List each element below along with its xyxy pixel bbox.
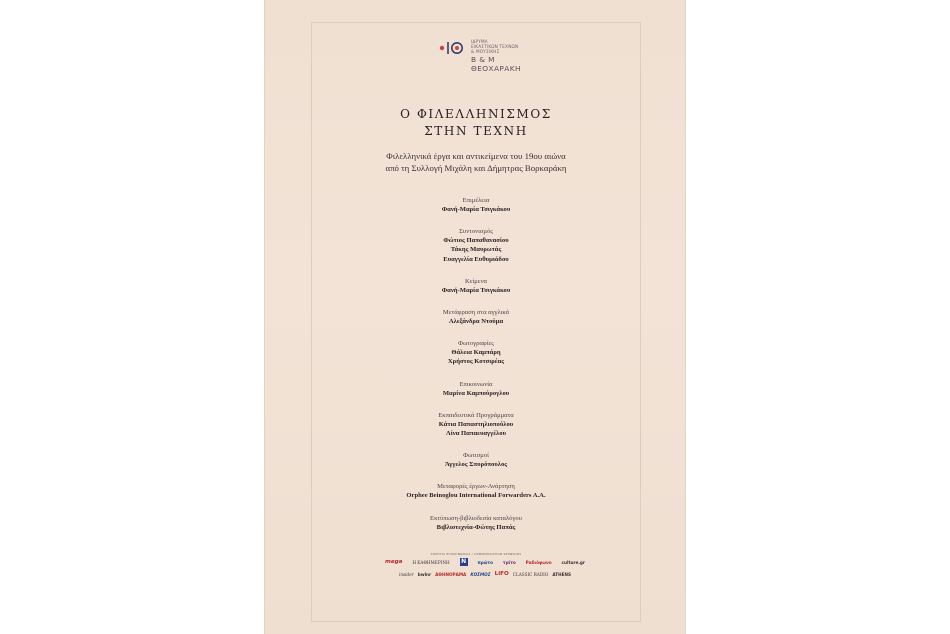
credit-role: Συντονισμός <box>459 228 493 236</box>
logo-small-line: & ΜΟΥΣΙΚΗΣ <box>471 49 500 54</box>
credit-name: Orphee Beinoglou International Forwarders A.A. <box>406 492 546 500</box>
credit-name: Λίνα Παπαευαγγέλου <box>445 430 506 438</box>
exhibition-title <box>265 106 686 140</box>
credit-role: Μετάφραση στα αγγλικά <box>442 309 510 317</box>
credit-name: Μαρίνα Καμπούρογλου <box>442 389 510 397</box>
exhibition-poster <box>264 0 686 634</box>
credit-role: Κείμενα <box>464 277 488 285</box>
exhibition-subtitle <box>265 150 686 174</box>
sponsor-logo: πρώτο <box>477 559 493 565</box>
sponsor-logo: insider <box>399 571 414 577</box>
credit-role: Εκπαιδευτικά Προγράμματα <box>438 411 514 419</box>
sponsor-logo: Η ΚΑΘΗΜΕΡΙΝΗ <box>412 559 450 565</box>
credit-group <box>265 411 686 438</box>
credit-group <box>265 482 686 500</box>
title-line: ΣΤΗΝ ΤΕΧΝΗ <box>424 124 528 138</box>
subtitle-line: Φιλελληνικά έργα και αντικείμενα του 19ου αιώνα <box>386 151 566 161</box>
sponsor-logo: CLASSIC RADIO <box>512 571 549 577</box>
credit-name: Θάλεια Καμπάρη <box>451 349 501 357</box>
sponsor-logos-row-1 <box>385 558 585 566</box>
credits-list <box>265 196 686 545</box>
credit-name: Ευαγγελία Ευθυμιάδου <box>443 255 509 263</box>
credit-role: Εκτύπωση-βιβλιοδεσία καταλόγου <box>430 514 522 522</box>
logo-small-line: ΕΙΚΑΣΤΙΚΩΝ ΤΕΧΝΩΝ <box>471 44 519 49</box>
credit-name: Κάτια Παπαστηλιοπούλου <box>438 420 514 428</box>
credit-group <box>265 196 686 214</box>
subtitle-line: από τη Συλλογή Μιχάλη και Δήμητρας Βορκαράκη <box>385 163 567 173</box>
logo-name-line: Β & Μ <box>471 55 495 64</box>
credit-name: Αλεξάνδρα Ντούμα <box>448 318 504 326</box>
sponsor-logo: N <box>461 558 467 565</box>
credit-group <box>265 308 686 326</box>
sponsor-logo: τρίτο <box>502 559 516 565</box>
credit-role: Επιμέλεια <box>462 197 490 204</box>
title-line: Ο ΦΙΛΕΛΛΗΝΙΣΜΟΣ <box>400 107 552 121</box>
foundation-logo-mark-icon <box>437 40 469 56</box>
credit-role: Φωτογραφίες <box>458 340 494 348</box>
sponsor-logo: ΑΘΗΝΟΡΑΜΑ <box>435 571 467 577</box>
sponsor-logo: Ραδιόφωνο <box>525 559 552 565</box>
logo-small-text <box>471 39 518 54</box>
sponsor-logo: ΚΟΣΜΟΣ <box>470 571 491 577</box>
credit-name: Φανή-Μαρία Τσιγκάκου <box>441 206 511 213</box>
logo-name-text <box>471 55 521 73</box>
credit-group <box>265 380 686 398</box>
credit-name: Τάκης Μαυρωτάς <box>450 246 502 254</box>
credit-group <box>265 277 686 295</box>
sponsor-logo: LiFO <box>494 571 509 577</box>
credit-role: Επικοινωνία <box>459 380 493 388</box>
foundation-logo <box>437 38 547 78</box>
logo-small-line: ΙΔΡΥΜΑ <box>471 39 488 44</box>
logo-name-line: ΘΕΟΧΑΡΑΚΗ <box>471 64 521 73</box>
credit-group <box>265 514 686 532</box>
credit-role: Φωτισμοί <box>463 452 489 460</box>
credit-role: Μεταφορές έργων-Ανάρτηση <box>437 483 515 491</box>
sponsor-logo: mega <box>385 559 403 565</box>
credit-group <box>265 227 686 264</box>
credit-group <box>265 339 686 366</box>
sponsor-logo: culture.gr <box>561 559 585 565</box>
credit-name: Βιβλιοτεχνία-Φώτης Παπάς <box>436 523 516 531</box>
sponsor-logo: ATHENS <box>552 571 571 577</box>
credit-group <box>265 451 686 469</box>
sponsor-logo: bwlnr <box>417 571 432 577</box>
credit-name: Φώτιος Παπαθανασίου <box>443 237 509 245</box>
credit-name: Άγγελος Σπυρόπουλος <box>444 461 508 469</box>
sponsor-logos-row-2 <box>399 571 571 577</box>
sponsors-caption: ΧΟΡΗΓΟΙ ΕΠΙΚΟΙΝΩΝΙΑΣ / COMMUNICATION SPONSORS <box>430 552 522 556</box>
credit-name: Φανή-Μαρία Τσιγκάκου <box>441 286 511 294</box>
credit-name: Χρήστος Κοτσιρέας <box>447 358 505 366</box>
